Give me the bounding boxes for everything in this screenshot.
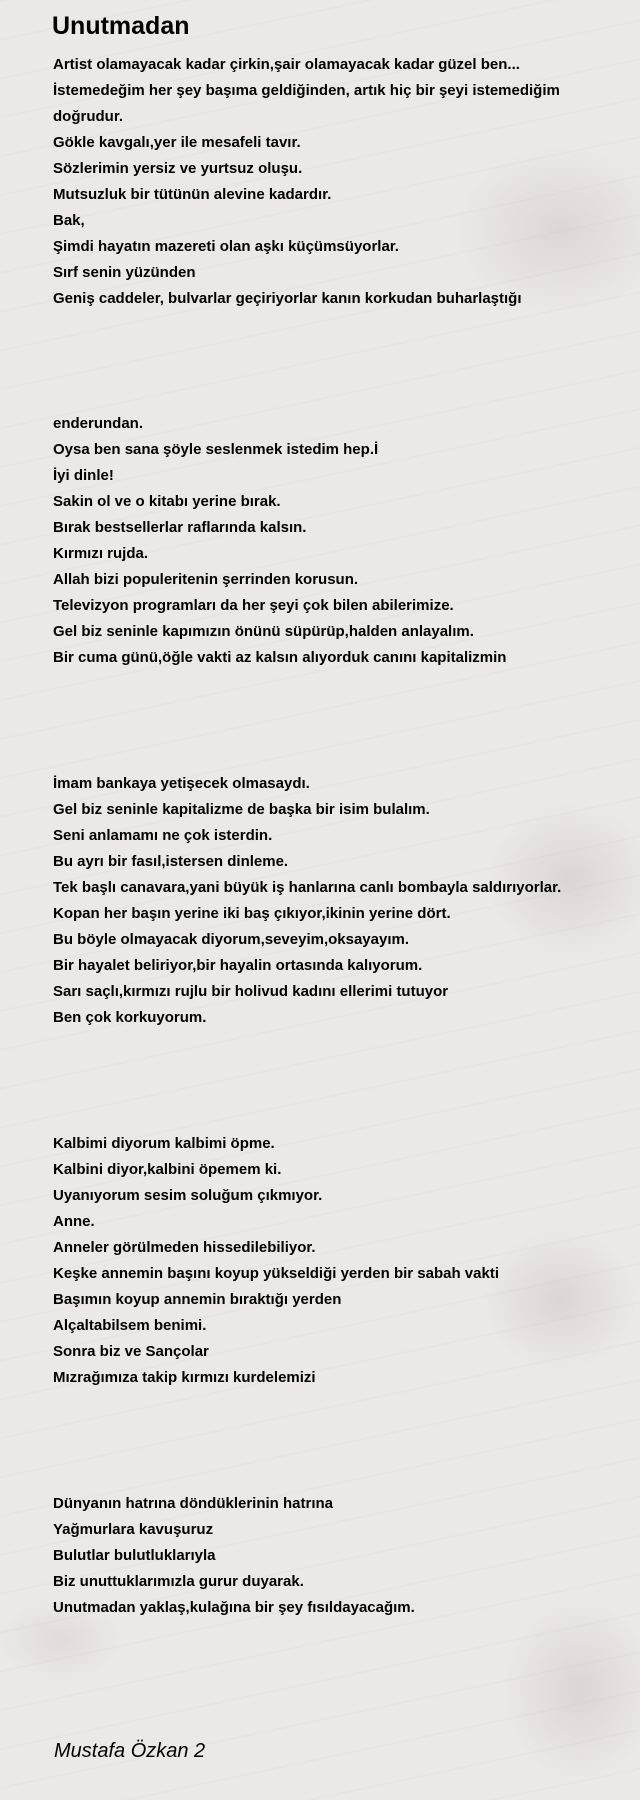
poem-line: Bu böyle olmayacak diyorum,seveyim,oksayayım. [53, 931, 410, 948]
poem-line: Kopan her başın yerine iki baş çıkıyor,ikinin yerine dört. [53, 905, 451, 922]
poem-line: Kalbini diyor,kalbini öpemem ki. [53, 1161, 282, 1178]
poem-line: Bir cuma günü,öğle vakti az kalsın alıyorduk canını kapitalizmin [53, 649, 507, 666]
poem-line: Ben çok korkuyorum. [53, 1009, 207, 1026]
poem-line: İstemedeğim her şey başıma geldiğinden, artık hiç bir şeyi istemediğim doğrudur. [53, 82, 560, 125]
poem-line: Şimdi hayatın mazereti olan aşkı küçümsüyorlar. [53, 238, 399, 255]
poem-line: Anneler görülmeden hissedilebiliyor. [53, 1239, 316, 1256]
poem-line: Alçaltabilsem benimi. [53, 1317, 207, 1334]
poem-line: Bulutlar bulutluklarıyla [53, 1547, 216, 1564]
poem-line: Unutmadan yaklaş,kulağına bir şey fısıldayacağım. [53, 1599, 415, 1616]
poem-line: Gökle kavgalı,yer ile mesafeli tavır. [53, 134, 301, 151]
poem-line: Sözlerimin yersiz ve yurtsuz oluşu. [53, 160, 303, 177]
stanza-2 [53, 411, 613, 671]
poem-line: Dünyanın hatrına döndüklerinin hatrına [53, 1495, 334, 1512]
poem-line: Bu ayrı bir fasıl,istersen dinleme. [53, 853, 289, 870]
poem-line: Bak, [53, 212, 85, 229]
poem-line: Televizyon programları da her şeyi çok bilen abilerimize. [53, 597, 454, 614]
stanza-1 [53, 52, 613, 312]
poem-line: enderundan. [53, 415, 144, 432]
poem-line: Bir hayalet beliriyor,bir hayalin ortasında kalıyorum. [53, 957, 423, 974]
poem-line: Tek başlı canavara,yani büyük iş hanlarına canlı bombayla saldırıyorlar. [53, 879, 562, 896]
stanza-4 [53, 1131, 613, 1391]
poem-line: Keşke annemin başını koyup yükseldiği yerden bir sabah vakti [53, 1265, 499, 1282]
poem-line: Bırak bestsellerlar raflarında kalsın. [53, 519, 307, 536]
poem-line: Sarı saçlı,kırmızı rujlu bir holivud kadını ellerimi tutuyor [53, 983, 449, 1000]
poem-title: Unutmadan [52, 12, 190, 40]
poem-line: Sırf senin yüzünden [53, 264, 196, 281]
poem-line: Anne. [53, 1213, 95, 1230]
stanza-3 [53, 771, 613, 1031]
poem-line: Seni anlamamı ne çok isterdin. [53, 827, 273, 844]
poem-line: Allah bizi populeritenin şerrinden korusun. [53, 571, 359, 588]
poem-line: Yağmurlara kavuşuruz [53, 1521, 214, 1538]
poem-line: Mızrağımıza takip kırmızı kurdelemizi [53, 1369, 316, 1386]
poem-line: Gel biz seninle kapımızın önünü süpürüp,halden anlayalım. [53, 623, 474, 640]
poem-line: Kalbimi diyorum kalbimi öpme. [53, 1135, 275, 1152]
poem-line: Oysa ben sana şöyle seslenmek istedim hep.İ [53, 441, 379, 458]
poem-line: Sonra biz ve Sançolar [53, 1343, 209, 1360]
poem-line: Gel biz seninle kapitalizme de başka bir isim bulalım. [53, 801, 430, 818]
poem-line: Uyanıyorum sesim soluğum çıkmıyor. [53, 1187, 323, 1204]
poem-line: Sakin ol ve o kitabı yerine bırak. [53, 493, 281, 510]
poem-line: Geniş caddeler, bulvarlar geçiriyorlar kanın korkudan buharlaştığı [53, 290, 522, 307]
poem-line: Biz unuttuklarımızla gurur duyarak. [53, 1573, 304, 1590]
poem-line: Kırmızı rujda. [53, 545, 149, 562]
stanza-5 [53, 1491, 613, 1621]
poem-line: İmam bankaya yetişecek olmasaydı. [53, 775, 310, 792]
poem-author: Mustafa Özkan 2 [54, 1740, 206, 1762]
poem-line: İyi dinle! [53, 467, 114, 484]
poem-line: Başımın koyup annemin bıraktığı yerden [53, 1291, 342, 1308]
poem-line: Artist olamayacak kadar çirkin,şair olamayacak kadar güzel ben... [53, 56, 520, 73]
poem-line: Mutsuzluk bir tütünün alevine kadardır. [53, 186, 332, 203]
